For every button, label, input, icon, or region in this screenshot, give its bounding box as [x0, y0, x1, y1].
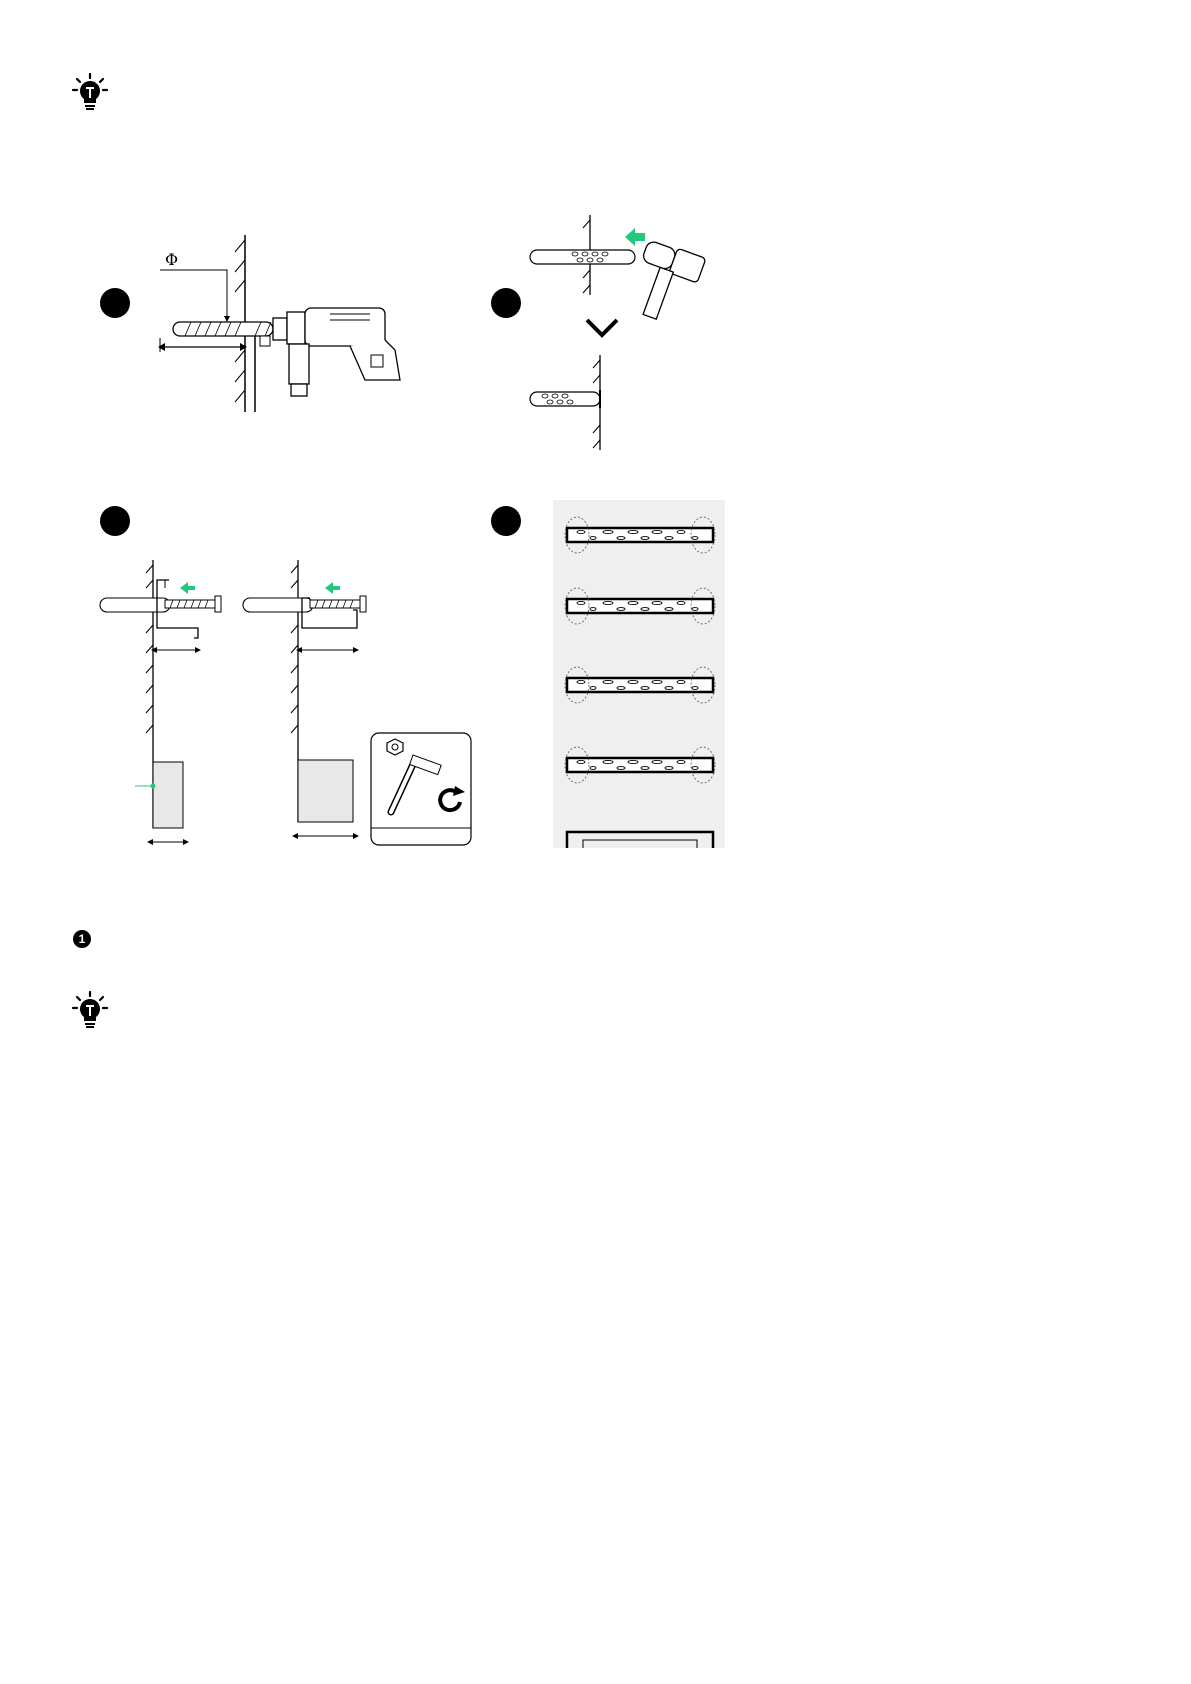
list-marker: 1: [73, 930, 91, 948]
chevron-down-icon: [587, 320, 617, 335]
drill-figure: [155, 230, 435, 415]
lightbulb-icon: [70, 990, 110, 1030]
step-badge-4: [491, 506, 521, 536]
bracket-mount-figure: [95, 560, 475, 850]
step-badge-1: [100, 288, 130, 318]
push-arrow-icon: [625, 228, 645, 246]
step-badge-3: [100, 506, 130, 536]
step-badge-2: [491, 288, 521, 318]
rail-panel-figure: [553, 500, 725, 848]
anchor-hammer-figure: [525, 210, 715, 450]
diameter-label: Φ: [165, 250, 179, 269]
lightbulb-icon: [70, 72, 110, 112]
